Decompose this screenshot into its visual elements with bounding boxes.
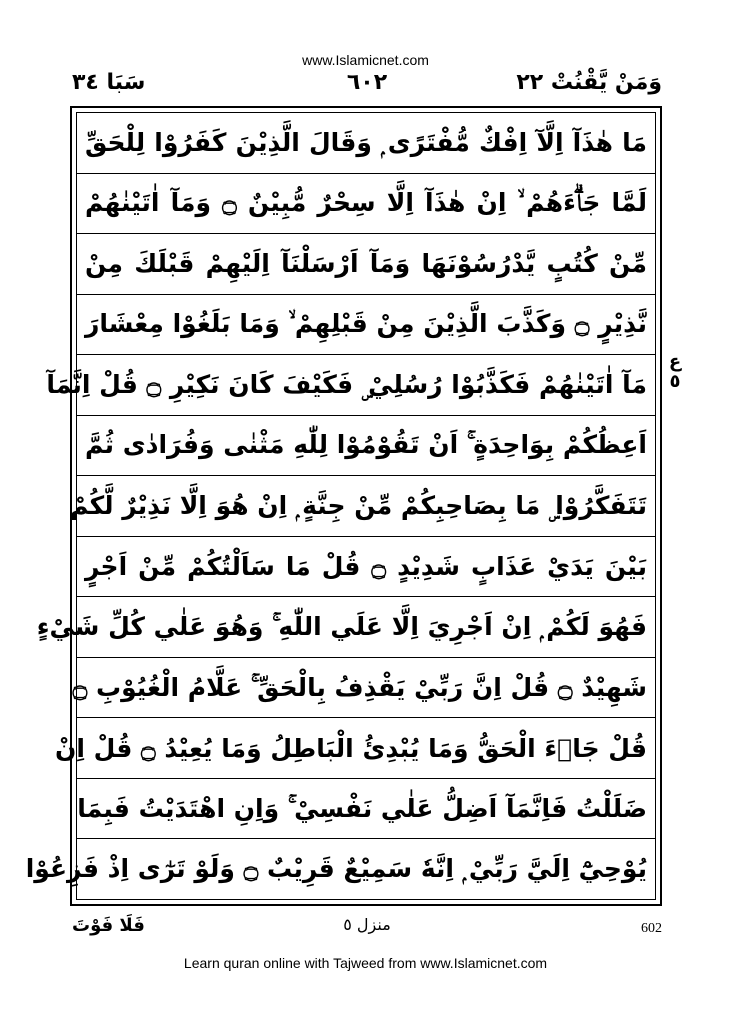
text-frame-inner: [25, 112, 656, 900]
verse-line: [46, 355, 655, 416]
site-url: www.Islamicnet.com: [302, 52, 429, 68]
verse-line-text: تَتَفَكَّرُوْا ۣ مَا بِصَاحِبِكُمْ مِّنْ جِنَّةٍ ۭ اِنْ هُوَ اِلَّا نَذِيْرٌ لَّكُمْ: [69, 490, 647, 520]
verse-line-text: بَيْنَ يَدَيْ عَذَابٍ شَدِيْدٍ ۝ قُلْ مَا سَاَلْتُكُمْ مِّنْ اَجْرٍ: [85, 551, 648, 581]
manzil-label: منزل ٥: [343, 915, 391, 934]
page-footer: [72, 915, 662, 945]
bottom-note: Learn quran online with Tajweed from www.Islamicnet.com: [183, 955, 548, 971]
catchword: فَلَا فَوْتَ: [72, 915, 145, 936]
verse-line: [55, 718, 655, 779]
surah-label: سَبَا ٣٤: [72, 70, 146, 95]
verse-line: [36, 597, 655, 658]
verse-line-text: قُلْ جَاۗءَ الْحَقُّ وَمَا يُبْدِئُ الْبَاطِلُ وَمَا يُعِيْدُ ۝ قُلْ اِنْ: [55, 733, 647, 763]
verse-line-text: يُوْحِيْٓ اِلَيَّ رَبِّيْ ۭ اِنَّهٗ سَمِيْعٌ قَرِيْبٌ ۝ وَلَوْ تَرٰٓى اِذْ فَزِعُوْا: [25, 854, 647, 884]
page-number-arabic: ٦٠٢: [346, 70, 388, 95]
juz-label: وَمَنْ يَّقْنُتْ ٢٢: [516, 70, 662, 95]
verse-line-text: اَعِظُكُمْ بِوَاحِدَةٍ ۚ اَنْ تَقُوْمُوْا لِلّٰهِ مَثْنٰى وَفُرَادٰى ثُمَّ: [85, 430, 647, 460]
verse-line-text: نَّذِيْرٍ ۝ وَكَذَّبَ الَّذِيْنَ مِنْ قَبْلِهِمْ ۙ وَمَا بَلَغُوْا مِعْشَارَ: [85, 309, 647, 339]
verse-line-text: ضَلَلْتُ فَاِنَّمَآ اَضِلُّ عَلٰي نَفْسِيْ ۚ وَاِنِ اهْتَدَيْتُ فَبِمَا: [77, 793, 647, 823]
ruku-marker: ع ٥: [668, 351, 682, 392]
verse-line: [77, 779, 655, 840]
text-frame: [25, 106, 662, 906]
verse-line: [77, 234, 655, 295]
page-header: [72, 70, 662, 100]
verse-line: [72, 658, 655, 719]
verse-line: [25, 839, 655, 899]
verse-line-text: مِّنْ كُتُبٍ يَّدْرُسُوْنَهَا وَمَآ اَرْسَلْنَآ اِلَيْهِمْ قَبْلَكَ مِنْ: [85, 249, 647, 279]
verse-line: [77, 295, 655, 356]
verse-line-text: مَا هٰذَآ اِلَّآ اِفْكٌ مُّفْتَرًى ۭ وَقَالَ الَّذِيْنَ كَفَرُوْا لِلْحَقِّ: [85, 127, 647, 157]
verse-line: [77, 174, 655, 235]
page-number: 602: [641, 921, 662, 936]
verse-line: [77, 416, 655, 477]
verse-line: [77, 113, 655, 174]
verse-line: [69, 476, 655, 537]
verse-line-text: شَهِيْدٌ ۝ قُلْ اِنَّ رَبِّيْ يَقْذِفُ بِالْحَقِّ ۚ عَلَّامُ الْغُيُوْبِ ۝: [72, 672, 647, 702]
verse-line-text: لَمَّا جَاۗءَهُمْ ۙ اِنْ هٰذَآ اِلَّا سِحْرٌ مُّبِيْنٌ ۝ وَمَآ اٰتَيْنٰهُمْ: [85, 188, 647, 218]
verse-line-text: فَهُوَ لَكُمْ ۭ اِنْ اَجْرِيَ اِلَّا عَلَي اللّٰهِ ۚ وَهُوَ عَلٰي كُلِّ شَيْءٍ: [36, 612, 647, 642]
verse-line-text: مَآ اٰتَيْنٰهُمْ فَكَذَّبُوْا رُسُلِيْ ۣ فَكَيْفَ كَانَ نَكِيْرِ ۝ قُلْ اِنَّمَآ: [46, 369, 647, 399]
verse-line: [77, 537, 655, 598]
